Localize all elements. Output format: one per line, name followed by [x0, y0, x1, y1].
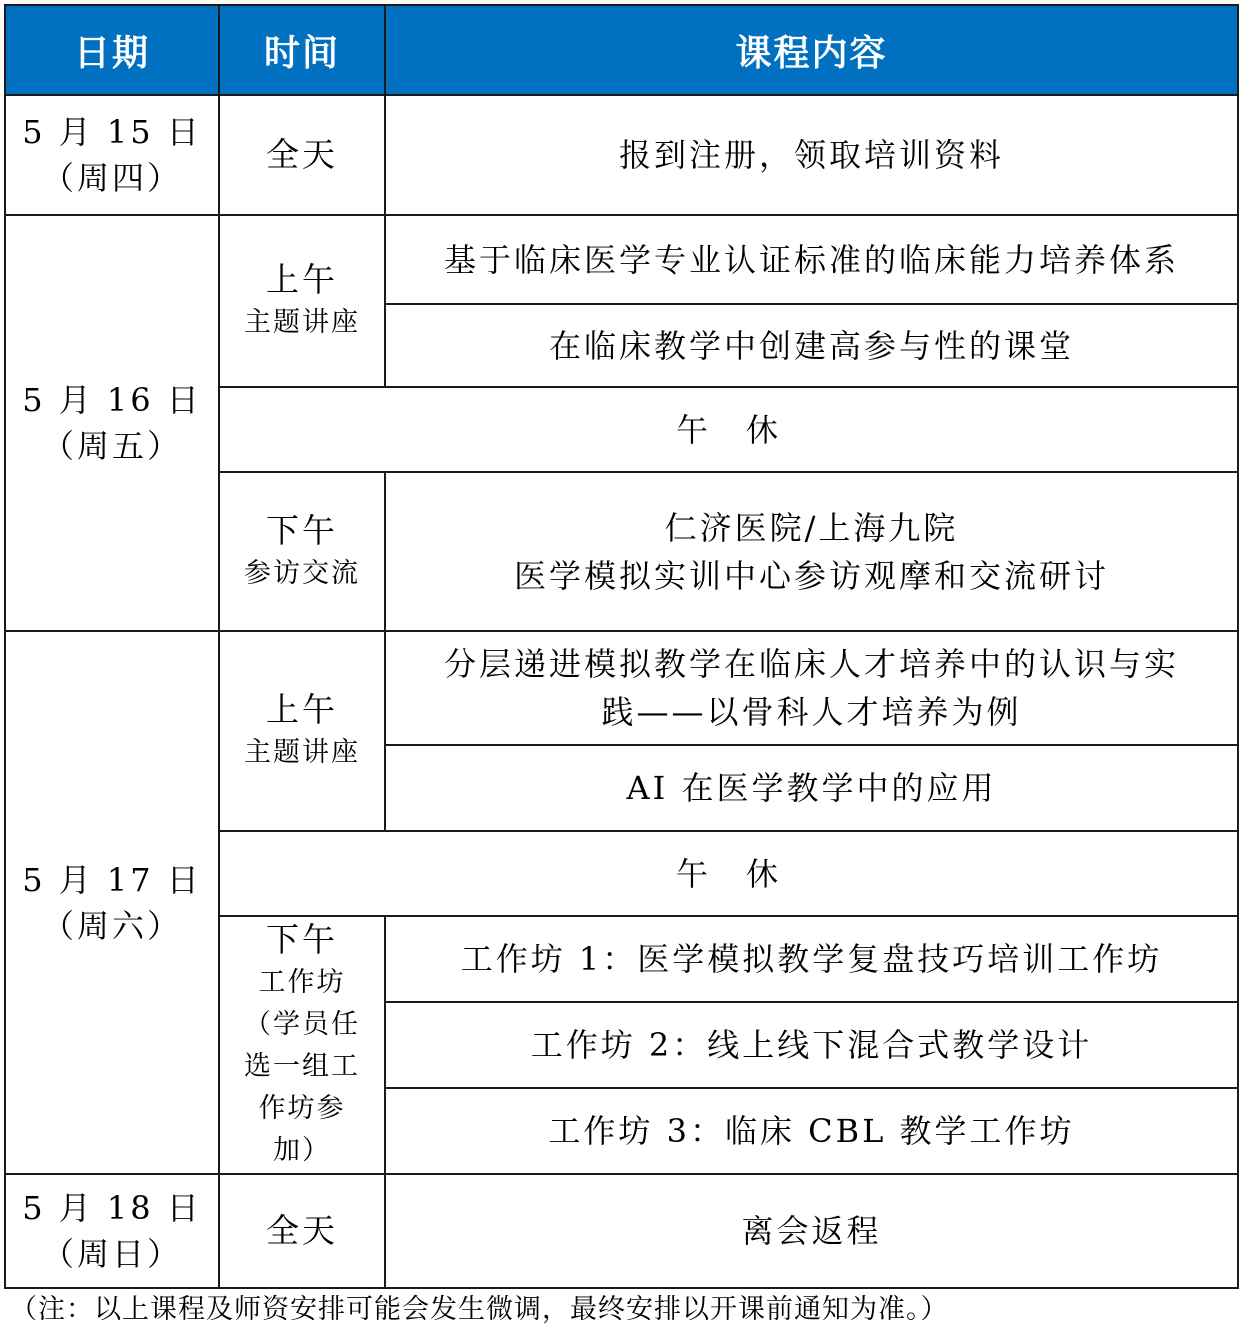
time-cell [219, 1174, 385, 1288]
date-label: 5 月 16 日 [22, 381, 202, 419]
time-label: 下午 [266, 510, 338, 550]
session-type-label: 工作坊 [258, 967, 346, 998]
time-label: 上午 [266, 260, 338, 299]
content-line: 医学模拟实训中心参访观摩和交流研讨 [513, 556, 1109, 595]
session-note-line: 作坊参 [258, 1093, 346, 1124]
header-time: 时间 [219, 5, 385, 95]
header-date: 日期 [5, 5, 219, 95]
content-cell: 基于临床医学专业认证标准的临床能力培养体系 [385, 215, 1238, 304]
date-label: 5 月 17 日 [22, 860, 202, 899]
weekday-label: （周四） [41, 159, 182, 197]
session-type-label: 主题讲座 [244, 737, 360, 768]
date-label: 5 月 15 日 [22, 113, 202, 151]
time-cell [219, 215, 385, 387]
time-cell [219, 631, 385, 831]
workshop-cell-1: 工作坊 1：医学模拟教学复盘技巧培训工作坊 [385, 916, 1238, 1002]
table-row [5, 95, 1238, 215]
table-row [5, 215, 1238, 304]
content-cell [385, 631, 1238, 745]
session-note-line: 选一组工 [244, 1051, 360, 1082]
content-cell: 报到注册，领取培训资料 [385, 95, 1238, 215]
content-line: 仁济医院/上海九院 [664, 508, 959, 547]
session-note-line: 加） [273, 1135, 331, 1166]
time-label: 上午 [266, 690, 338, 729]
content-cell: 在临床教学中创建高参与性的课堂 [385, 304, 1238, 387]
time-cell [219, 472, 385, 631]
workshop-cell-3: 工作坊 3：临床 CBL 教学工作坊 [385, 1088, 1238, 1174]
lunch-break-cell: 午 休 [219, 831, 1238, 916]
date-cell-may15 [5, 95, 219, 215]
workshop-cell-2: 工作坊 2：线上线下混合式教学设计 [385, 1002, 1238, 1088]
date-cell-may18 [5, 1174, 219, 1288]
time-label: 全天 [266, 135, 338, 174]
session-type-label: 主题讲座 [244, 307, 360, 338]
content-cell [385, 472, 1238, 631]
session-note-line: （学员任 [244, 1009, 360, 1040]
date-cell-may16 [5, 215, 219, 631]
time-cell [219, 95, 385, 215]
date-label: 5 月 18 日 [22, 1189, 202, 1227]
time-label: 全天 [266, 1211, 338, 1250]
date-cell-may17 [5, 631, 219, 1174]
table-row [5, 631, 1238, 745]
time-cell [219, 916, 385, 1174]
schedule-table [4, 4, 1239, 1289]
content-cell: AI 在医学教学中的应用 [385, 745, 1238, 831]
content-line: 践——以骨科人才培养为例 [601, 693, 1022, 731]
header-content: 课程内容 [385, 5, 1238, 95]
weekday-label: （周五） [41, 427, 182, 465]
time-label: 下午 [266, 920, 338, 959]
table-row [5, 1174, 1238, 1288]
session-type-label: 参访交流 [244, 557, 360, 589]
content-line: 分层递进模拟教学在临床人才培养中的认识与实 [443, 645, 1179, 683]
lunch-break-cell: 午 休 [219, 387, 1238, 472]
weekday-label: （周日） [41, 1235, 182, 1273]
content-cell: 离会返程 [385, 1174, 1238, 1288]
header-row [5, 5, 1238, 95]
footnote: （注：以上课程及师资安排可能会发生微调，最终安排以开课前通知为准。） [10, 1294, 949, 1325]
weekday-label: （周六） [41, 906, 182, 945]
